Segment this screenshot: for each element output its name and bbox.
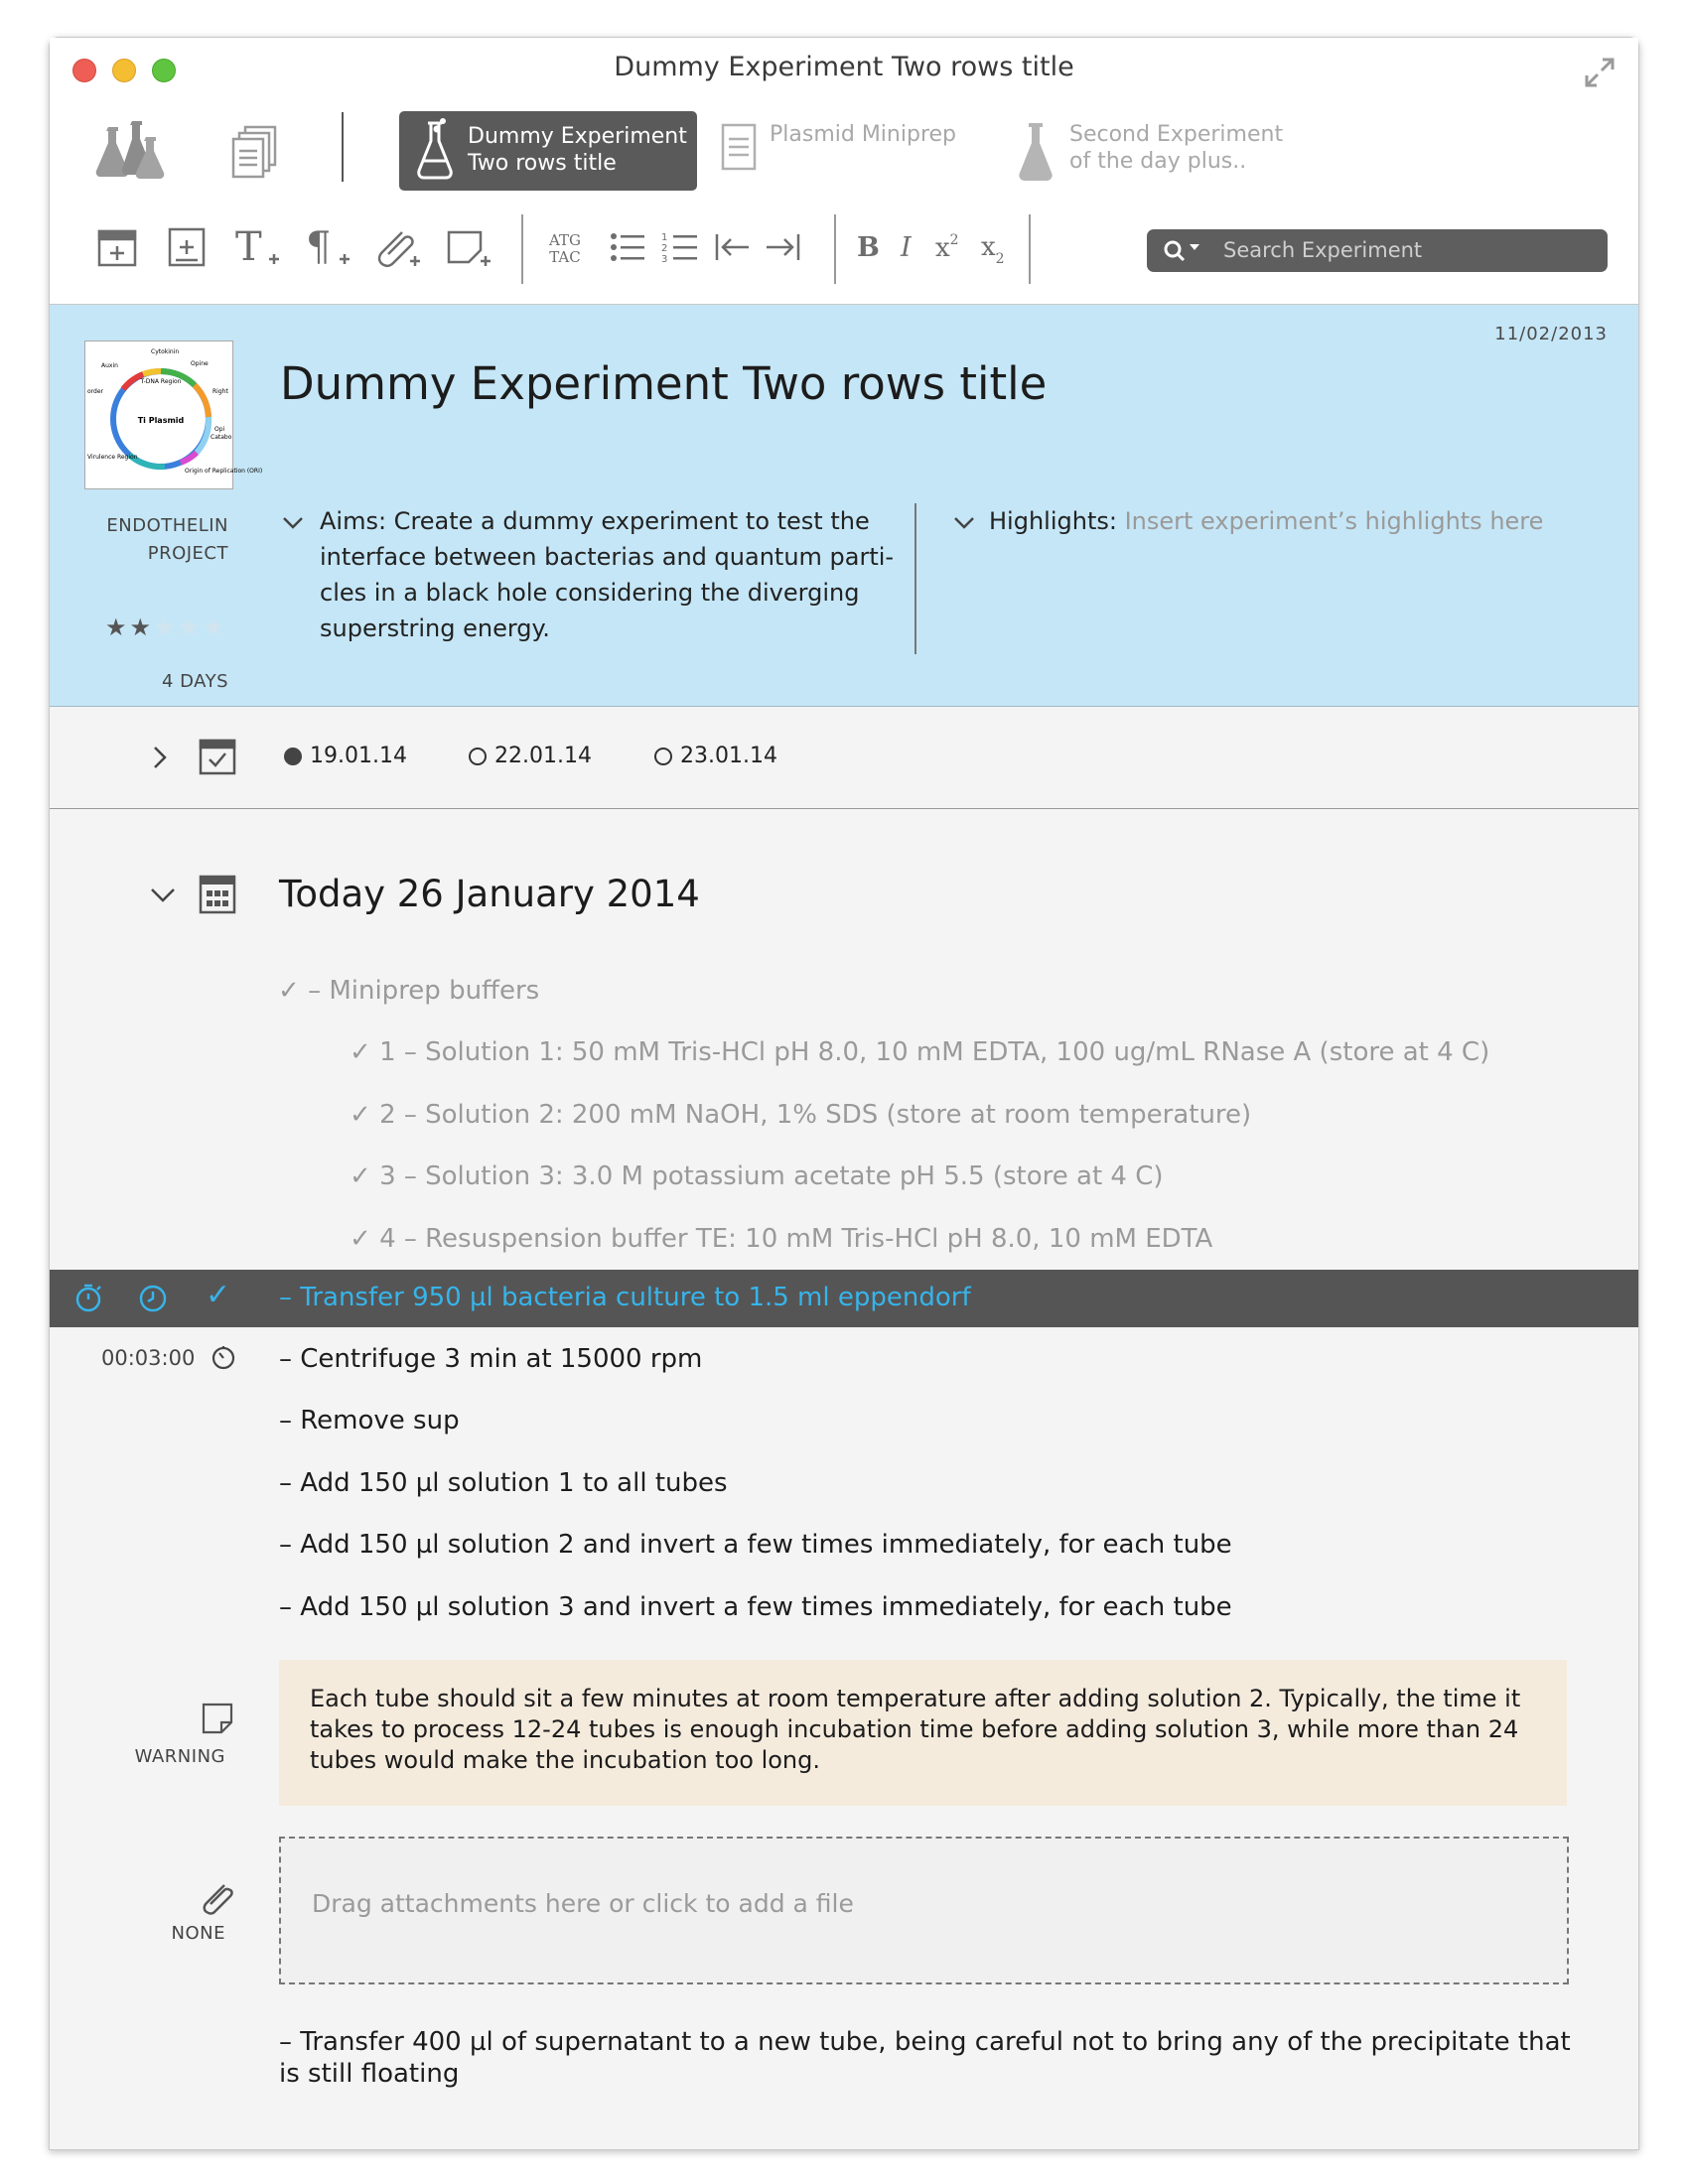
- radio-dot-icon: [284, 748, 302, 765]
- header-divider: [914, 503, 916, 654]
- calendar-icon[interactable]: [199, 875, 236, 914]
- svg-text:2: 2: [661, 243, 668, 254]
- documents-icon[interactable]: [231, 125, 279, 181]
- indent-icon[interactable]: [763, 226, 802, 268]
- sequence-button[interactable]: [549, 232, 581, 266]
- subscript-index: 2: [995, 251, 1005, 267]
- step-item[interactable]: – Transfer 400 µl of supernatant to a new tube, being careful not to bring any of the precipitate that is still floating: [279, 2027, 1571, 2089]
- italic-button[interactable]: I: [901, 232, 912, 263]
- insert-text-icon[interactable]: [233, 226, 283, 272]
- thumbnail-label: Virulence Region: [87, 454, 138, 461]
- thumbnail-label: Cytokinin: [151, 348, 180, 355]
- paperclip-icon: [201, 1881, 236, 1917]
- attachment-dropzone[interactable]: [279, 1837, 1569, 1984]
- thumbnail-label: Opine: [191, 360, 209, 367]
- sequence-label-top: ATG: [549, 231, 581, 249]
- flask-icon: [415, 119, 455, 185]
- insert-step-icon[interactable]: [166, 226, 208, 268]
- chevron-right-icon[interactable]: [153, 746, 167, 773]
- note-icon: [202, 1703, 233, 1734]
- step-item[interactable]: – Centrifuge 3 min at 15000 rpm: [279, 1344, 703, 1374]
- toolbar-separator: [521, 214, 523, 284]
- day-label: 23.01.14: [680, 744, 777, 768]
- dropzone-placeholder: Drag attachments here or click to add a file: [312, 1889, 854, 1918]
- experiment-date: 11/02/2013: [1494, 324, 1608, 344]
- chevron-down-icon[interactable]: [282, 515, 304, 534]
- insert-note-icon[interactable]: [445, 226, 494, 272]
- check-icon: ✓: [350, 1037, 371, 1067]
- flask-icon: [1017, 121, 1056, 190]
- aims-text[interactable]: Aims: Create a dummy experiment to test the interface between bacterias and quantum parti-cles in a black hole considering the diverging superstring energy.: [320, 507, 895, 642]
- warning-text: Each tube should sit a few minutes at room temperature after adding solution 2. Typically, the time it takes to process 12-24 tubes is enough incubation time before adding solution 3, while more than 24 tubes would make the incubation too long.: [310, 1685, 1521, 1774]
- step-item[interactable]: – Add 150 µl solution 2 and invert a few times immediately, for each tube: [279, 1530, 1232, 1560]
- subscript-base: x: [981, 232, 996, 262]
- search-placeholder: Search Experiment: [1223, 238, 1423, 262]
- window-title: Dummy Experiment Two rows title: [614, 52, 1074, 82]
- check-icon: ✓: [278, 976, 300, 1006]
- toolbar-separator: [834, 214, 836, 284]
- svg-text:3: 3: [661, 254, 668, 265]
- tab-title-line1: Second Experiment: [1069, 122, 1284, 147]
- substep-completed[interactable]: [350, 1161, 1164, 1191]
- chevron-down-icon[interactable]: [953, 515, 975, 534]
- day-item[interactable]: [654, 744, 777, 768]
- search-icon: [1164, 240, 1201, 266]
- active-step-text: – Transfer 950 µl bacteria culture to 1.5 ml eppendorf: [279, 1283, 971, 1312]
- tab-dummy-experiment[interactable]: [399, 111, 697, 191]
- step-text: – Miniprep buffers: [308, 976, 540, 1006]
- highlights-label: Highlights:: [989, 507, 1117, 535]
- tab-title-line2: Two rows title: [468, 151, 617, 176]
- superscript-exponent: 2: [949, 232, 959, 248]
- subscript-button[interactable]: [981, 232, 1005, 267]
- highlights-placeholder: Insert experiment’s highlights here: [1124, 507, 1544, 535]
- insert-paragraph-icon[interactable]: [304, 226, 353, 272]
- step-item[interactable]: – Remove sup: [279, 1406, 460, 1435]
- superscript-button[interactable]: [935, 232, 959, 263]
- check-icon: ✓: [350, 1100, 371, 1130]
- step-text: 2 – Solution 2: 200 mM NaOH, 1% SDS (store at room temperature): [379, 1100, 1252, 1130]
- star-filled-icon[interactable]: ★: [105, 614, 130, 641]
- substep-completed[interactable]: [350, 1224, 1212, 1254]
- substep-completed[interactable]: [350, 1100, 1251, 1130]
- step-timer[interactable]: [101, 1344, 235, 1375]
- thumbnail-label: T-DNA Region: [140, 378, 182, 385]
- day-title: Today 26 January 2014: [279, 873, 700, 915]
- tab-title-line1: Dummy Experiment: [468, 124, 687, 149]
- radio-dot-icon: [654, 748, 672, 765]
- insert-attachment-icon[interactable]: [374, 226, 424, 272]
- sequence-label-bottom: TAC: [549, 248, 581, 266]
- step-text: 3 – Solution 3: 3.0 M potassium acetate pH 5.5 (store at 4 C): [379, 1161, 1164, 1191]
- toolbar-separator: [1029, 214, 1031, 284]
- clock-icon[interactable]: [138, 1284, 168, 1317]
- days-bar: [50, 707, 1638, 809]
- step-item[interactable]: – Add 150 µl solution 1 to all tubes: [279, 1468, 728, 1498]
- bold-button[interactable]: B: [857, 232, 880, 263]
- thumbnail-label: Origin of Replication (ORI): [185, 468, 263, 475]
- star-empty-icon[interactable]: ★: [178, 614, 204, 641]
- tab-separator: [342, 112, 344, 182]
- star-empty-icon[interactable]: ★: [203, 614, 227, 641]
- experiment-title[interactable]: Dummy Experiment Two rows title: [280, 357, 1048, 410]
- experiment-header: [50, 305, 1638, 707]
- day-label: 19.01.14: [310, 744, 407, 768]
- svg-text:T: T: [235, 224, 262, 270]
- chevron-down-icon[interactable]: [150, 887, 176, 907]
- thumbnail-center-label: Ti Plasmid: [137, 416, 185, 425]
- project-name-line1: ENDOTHELIN: [106, 515, 228, 536]
- attachments-count-label: NONE: [171, 1923, 225, 1944]
- warning-note[interactable]: [279, 1660, 1567, 1806]
- highlights-field[interactable]: [989, 503, 1543, 539]
- star-empty-icon[interactable]: ★: [154, 614, 179, 641]
- bullet-list-icon[interactable]: [609, 226, 648, 268]
- timer-icon[interactable]: [73, 1284, 103, 1317]
- experiments-library-icon[interactable]: [94, 115, 166, 187]
- warning-label: WARNING: [134, 1746, 225, 1767]
- svg-text:¶: ¶: [306, 224, 332, 270]
- project-name-line2: PROJECT: [147, 543, 228, 564]
- check-icon: ✓: [350, 1224, 371, 1254]
- checklist-calendar-icon[interactable]: [199, 738, 236, 775]
- experiment-thumbnail[interactable]: [84, 341, 263, 489]
- titlebar: [50, 38, 1638, 305]
- step-text: 4 – Resuspension buffer TE: 10 mM Tris-HCl pH 8.0, 10 mM EDTA: [379, 1224, 1213, 1254]
- day-item[interactable]: [284, 744, 407, 768]
- superscript-base: x: [935, 233, 950, 263]
- app-window: [49, 37, 1639, 2150]
- active-step-bar[interactable]: [50, 1270, 1638, 1327]
- search-field[interactable]: [1147, 229, 1608, 272]
- outdent-icon[interactable]: [713, 226, 753, 268]
- fullscreen-icon[interactable]: [1583, 56, 1617, 89]
- rating-stars[interactable]: [105, 614, 227, 641]
- day-label: 22.01.14: [494, 744, 592, 768]
- project-name[interactable]: [106, 512, 228, 568]
- substep-completed[interactable]: [350, 1037, 1489, 1067]
- timer-value: 00:03:00: [101, 1346, 196, 1370]
- thumbnail-label: Catabo: [211, 434, 232, 441]
- step-group-completed[interactable]: [278, 976, 539, 1006]
- thumbnail-label: Right: [212, 388, 228, 395]
- check-icon[interactable]: ✓: [206, 1278, 231, 1312]
- experiment-duration: 4 DAYS: [161, 671, 228, 692]
- thumbnail-label: order: [87, 388, 103, 395]
- numbered-list-icon[interactable]: [661, 226, 701, 268]
- stopwatch-icon: [211, 1344, 235, 1375]
- check-icon: ✓: [350, 1161, 371, 1191]
- star-filled-icon[interactable]: ★: [129, 614, 155, 641]
- document-icon: [721, 123, 757, 178]
- step-item[interactable]: – Add 150 µl solution 3 and invert a few times immediately, for each tube: [279, 1592, 1232, 1622]
- step-text: 1 – Solution 1: 50 mM Tris-HCl pH 8.0, 10 mM EDTA, 100 ug/mL RNase A (store at 4 C): [379, 1037, 1490, 1067]
- radio-dot-icon: [469, 748, 487, 765]
- day-item[interactable]: [469, 744, 592, 768]
- thumbnail-label: Opi: [214, 426, 225, 433]
- tab-title-line1: Plasmid Miniprep: [770, 122, 956, 147]
- thumbnail-label: Auxin: [101, 362, 118, 369]
- tab-title-line2: of the day plus..: [1069, 149, 1247, 174]
- insert-section-icon[interactable]: [96, 226, 138, 268]
- svg-text:1: 1: [661, 232, 668, 243]
